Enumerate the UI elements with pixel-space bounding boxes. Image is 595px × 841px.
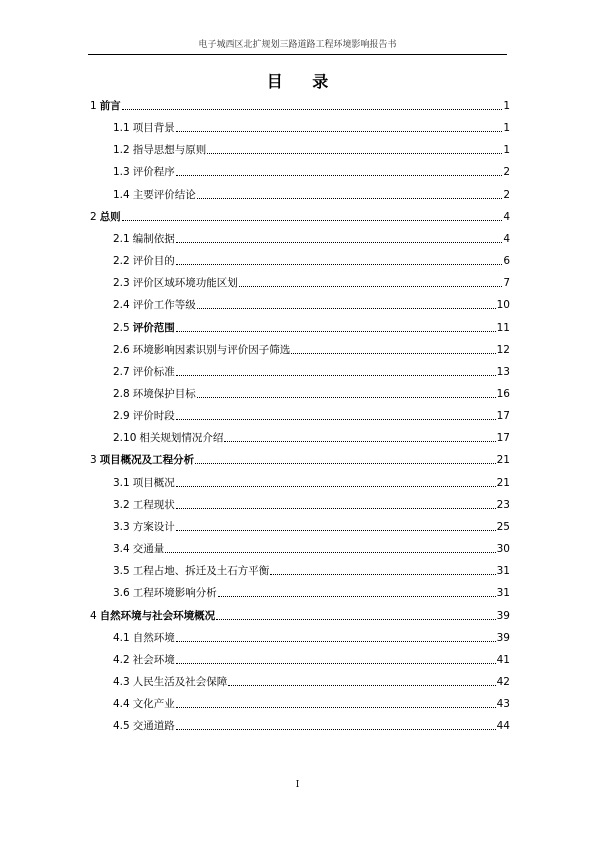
toc-section-entry[interactable] [113,383,510,401]
toc-section-entry[interactable] [113,272,510,290]
toc-section-entry[interactable] [113,405,510,423]
toc-entry-label [113,631,175,645]
toc-entry-label [113,188,196,202]
toc-entry-label [90,453,194,467]
toc-entry-page-number: 11 [496,321,510,334]
toc-entry-page-number: 1 [503,144,510,157]
toc-section-entry[interactable] [113,560,510,578]
dot-leader [197,198,503,199]
toc-entry-page-number: 31 [496,565,510,578]
toc-section-entry[interactable] [113,339,510,357]
toc-section-entry[interactable] [113,627,510,645]
toc-entry-page-number: 43 [496,698,510,710]
toc-entry-page-number: 17 [496,410,510,423]
toc-entry-title: 环境影响因素识别与评价因子筛选 [132,343,291,356]
toc-entry-label [113,653,175,667]
toc-entry-title: 项目概况及工程分析 [99,454,195,467]
toc-entry-label [113,498,175,512]
toc-entry-label [113,675,227,689]
toc-entry-title: 主要评价结论 [132,188,196,201]
dot-leader [197,308,496,309]
toc-section-entry[interactable] [113,693,510,711]
toc-entry-number: 4.2 [113,653,130,666]
toc-entry-page-number: 7 [503,277,510,290]
header-rule [88,54,507,55]
toc-entry-label [113,276,238,290]
toc-entry-number: 3.1 [113,476,130,489]
toc-entry-title: 工程占地、拆迁及土石方平衡 [132,565,270,578]
toc-entry-number: 2.1 [113,232,130,245]
toc-entry-number: 4.3 [113,675,130,688]
toc-entry-page-number: 21 [496,454,510,467]
toc-entry-page-number: 13 [496,365,510,378]
toc-entry-label [113,165,175,179]
running-header: 电子城西区北扩规划三路道路工程环境影响报告书 [198,40,397,50]
toc-entry-number: 3.3 [113,520,130,533]
toc-entry-label [113,520,175,534]
dot-leader [176,707,496,708]
toc-entry-title: 编制依据 [132,232,175,245]
toc-entry-page-number: 2 [503,166,510,179]
toc-entry-number: 2.4 [113,299,130,312]
toc-entry-label [113,542,164,556]
toc-section-entry[interactable] [113,649,510,667]
toc-entry-page-number: 41 [496,653,510,666]
toc-entry-label [113,476,175,490]
toc-section-entry[interactable] [113,250,510,268]
toc-entry-title: 评价标准 [132,365,175,378]
toc-section-entry[interactable] [113,582,510,600]
dot-leader [207,153,502,154]
toc-entry-title: 指导思想与原则 [132,144,207,157]
toc-entry-number: 1.4 [113,188,130,201]
toc-entry-title: 环境保护目标 [132,387,196,400]
toc-chapter-entry[interactable] [90,206,510,224]
toc-entry-label [113,431,223,445]
toc-entry-label [113,719,175,733]
dot-leader [176,663,496,664]
dot-leader [224,441,495,442]
toc-entry-title: 人民生活及社会保障 [132,675,228,688]
page-number: I [295,780,300,790]
dot-leader [218,596,496,597]
toc-entry-page-number: 39 [496,609,510,622]
toc-entry-page-number: 4 [503,232,510,245]
toc-entry-number: 2.3 [113,277,130,290]
toc-entry-title: 评价范围 [132,321,175,334]
toc-entry-label [90,210,121,224]
toc-entry-number: 3 [90,454,97,467]
toc-entry-number: 3.4 [113,543,130,555]
toc-entry-title: 交通道路 [132,720,175,733]
toc-entry-page-number: 6 [503,255,510,267]
toc-entry-number: 2.7 [113,365,130,378]
toc-entry-title: 项目概况 [132,476,175,489]
toc-entry-number: 4.4 [113,698,130,710]
toc-entry-page-number: 42 [496,675,510,688]
toc-entry-page-number: 1 [503,122,510,135]
toc-section-entry[interactable] [113,427,510,445]
toc-section-entry[interactable] [113,184,510,202]
toc-entry-page-number: 16 [496,387,510,400]
dot-leader [195,463,495,464]
dot-leader [122,109,503,110]
toc-entry-number: 2.6 [113,343,130,356]
toc-entry-title: 总则 [99,210,121,223]
toc-entry-page-number: 4 [503,210,510,223]
toc-entry-label [113,232,175,246]
toc-entry-page-number: 31 [496,587,510,600]
toc-entry-label [113,697,175,711]
toc-entry-title: 评价区域环境功能区划 [132,277,238,290]
toc-entry-number: 2.2 [113,255,130,267]
dot-leader [122,220,503,221]
toc-entry-page-number: 23 [496,498,510,511]
toc-entry-title: 评价时段 [132,410,175,423]
toc-entry-label [113,387,196,401]
toc-entry-title: 交通量 [132,543,165,555]
toc-entry-label [113,564,269,578]
dot-leader [197,397,496,398]
toc-entry-page-number: 17 [496,432,510,445]
dot-leader [176,131,503,132]
toc-entry-title: 评价工作等级 [132,299,196,312]
toc-section-entry[interactable] [113,472,510,490]
toc-entry-title: 项目背景 [132,122,175,135]
dot-leader [239,286,503,287]
toc-entry-page-number: 1 [503,100,510,112]
toc-entry-title: 社会环境 [132,653,175,666]
dot-leader [176,175,503,176]
toc-entry-label [90,609,215,623]
toc-entry-label [90,99,121,113]
dot-leader [291,353,495,354]
toc-entry-label [113,143,206,157]
toc-entry-number: 3.6 [113,587,130,600]
toc-entry-title: 自然环境与社会环境概况 [99,609,216,622]
toc-entry-label [113,586,217,600]
toc-entry-number: 1.1 [113,122,130,135]
toc-section-entry[interactable] [113,516,510,534]
toc-entry-label [113,409,175,423]
toc-entry-label [113,321,175,335]
toc-entry-label [113,121,175,135]
toc-chapter-entry[interactable] [90,605,510,623]
toc-entry-label [113,343,290,357]
dot-leader [176,242,503,243]
dot-leader [176,419,496,420]
toc-entry-title: 评价目的 [132,255,175,267]
toc-entry-number: 1 [90,100,97,112]
toc-entry-title: 自然环境 [132,631,175,644]
toc-entry-page-number: 44 [496,720,510,733]
toc-section-entry[interactable] [113,317,510,335]
dot-leader [270,574,495,575]
toc-title: 目 录 [266,72,341,91]
toc-section-entry[interactable] [113,538,510,556]
toc-chapter-entry[interactable] [90,95,510,113]
toc-section-entry[interactable] [113,361,510,379]
dot-leader [176,264,503,265]
toc-entry-number: 4.1 [113,631,130,644]
dot-leader [176,375,496,376]
toc-entry-label [113,365,175,379]
toc-section-entry[interactable] [113,494,510,512]
toc-entry-label [113,254,175,268]
dot-leader [176,530,496,531]
toc-entry-number: 2 [90,210,97,223]
toc-entry-number: 1.3 [113,166,130,179]
toc-section-entry[interactable] [113,117,510,135]
toc-entry-title: 文化产业 [132,698,175,710]
dot-leader [228,685,495,686]
toc-entry-page-number: 12 [496,343,510,356]
toc-entry-number: 1.2 [113,144,130,157]
toc-section-entry[interactable] [113,139,510,157]
toc-entry-page-number: 30 [496,543,510,555]
toc-entry-number: 2.9 [113,410,130,423]
toc-entry-number: 2.5 [113,321,130,334]
toc-entry-page-number: 21 [496,476,510,489]
toc-section-entry[interactable] [113,161,510,179]
toc-section-entry[interactable] [113,671,510,689]
toc-entry-title: 评价程序 [132,166,175,179]
toc-entry-number: 2.10 [113,432,137,445]
dot-leader [176,331,496,332]
toc-entry-title: 工程现状 [132,498,175,511]
toc-entry-number: 4.5 [113,720,130,733]
dot-leader [165,552,495,553]
toc-entry-title: 方案设计 [132,520,175,533]
dot-leader [176,729,496,730]
toc-entry-title: 工程环境影响分析 [132,587,217,600]
toc-section-entry[interactable] [113,294,510,312]
dot-leader [176,508,496,509]
toc-entry-page-number: 25 [496,520,510,533]
toc-entry-number: 3.2 [113,498,130,511]
toc-entry-number: 2.8 [113,387,130,400]
toc-entry-title: 前言 [99,100,121,112]
dot-leader [176,641,496,642]
toc-entry-page-number: 39 [496,631,510,644]
toc-entry-number: 4 [90,609,97,622]
dot-leader [176,486,496,487]
toc-entry-title: 相关规划情况介绍 [139,432,224,445]
toc-entry-page-number: 10 [496,299,510,312]
toc-entry-number: 3.5 [113,565,130,578]
toc-section-entry[interactable] [113,715,510,733]
toc-entry-label [113,298,196,312]
dot-leader [216,619,495,620]
toc-entry-page-number: 2 [503,188,510,201]
toc-section-entry[interactable] [113,228,510,246]
toc-chapter-entry[interactable] [90,449,510,467]
